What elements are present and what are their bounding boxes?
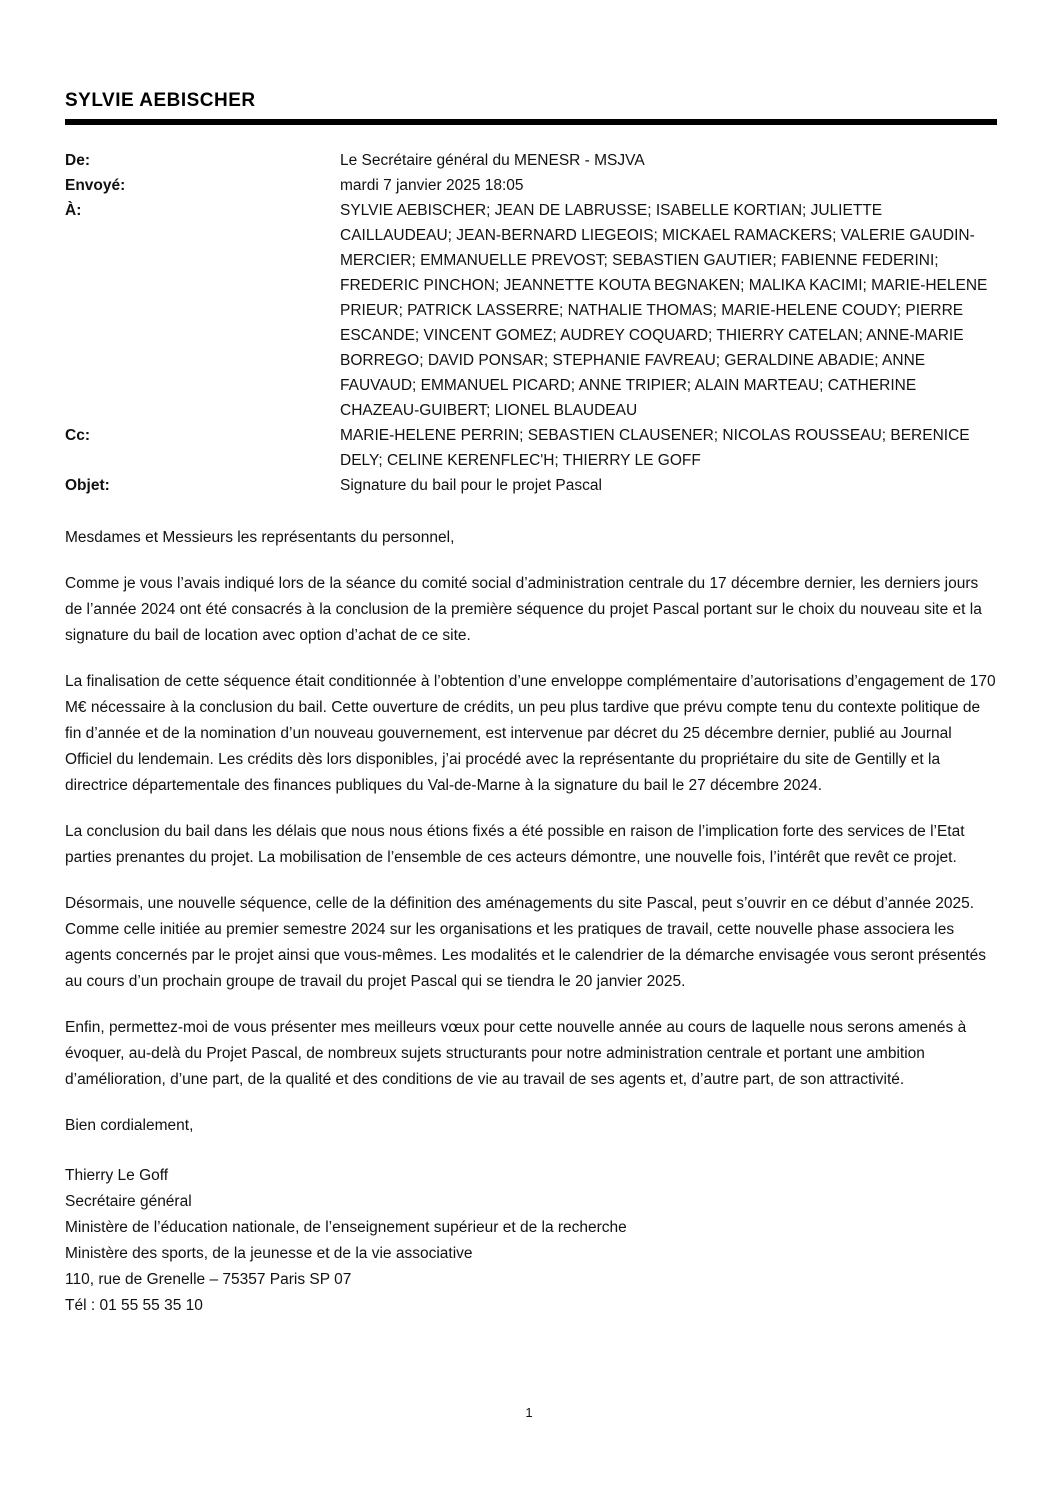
signature-ministry-education: Ministère de l’éducation nationale, de l’enseignement supérieur et de la recherche [65, 1219, 627, 1236]
cc-label: Cc: [65, 427, 90, 444]
subject-value: Signature du bail pour le projet Pascal [340, 477, 602, 494]
header-field-cc [65, 423, 997, 473]
body-paragraph-4: Désormais, une nouvelle séquence, celle de la définition des aménagements du site Pascal, peut s’ouvrir en ce début d’année 2025. Comme celle initiée au premier semestre 2024 sur les organisations et les pratiques de travail, cette nouvelle phase associera les agents concernés par le projet ainsi que vous-mêmes. Les modalités et le calendrier de la démarche envisagée vous seront présentés au cours d’un prochain groupe de travail du projet Pascal qui se tiendra le 20 janvier 2025. [65, 895, 987, 990]
page-title: SYLVIE AEBISCHER [65, 90, 256, 111]
email-header-block [65, 148, 997, 498]
signature-address: 110, rue de Grenelle – 75357 Paris SP 07 [65, 1271, 352, 1288]
signature-ministry-sports: Ministère des sports, de la jeunesse et de la vie associative [65, 1245, 473, 1262]
email-body [65, 525, 997, 1139]
header-field-subject [65, 473, 997, 498]
signature-role: Secrétaire général [65, 1193, 192, 1210]
body-paragraph-2: La finalisation de cette séquence était conditionnée à l’obtention d’une enveloppe complémentaire d’autorisations d’engagement de 170 M€ nécessaire à la conclusion du bail. Cette ouverture de crédits, un peu plus tardive que prévu compte tenu du contexte politique de fin d’année et de la nomination d’un nouveau gouvernement, est intervenue par décret du 25 décembre dernier, publié au Journal Officiel du lendemain. Les crédits dès lors disponibles, j’ai procédé avec la représentante du propriétaire du site de Gentilly et la directrice départementale des finances publiques du Val-de-Marne à la signature du bail le 27 décembre 2024. [65, 673, 996, 794]
to-value: SYLVIE AEBISCHER; JEAN DE LABRUSSE; ISABELLE KORTIAN; JULIETTE CAILLAUDEAU; JEAN-BERNARD LIEGEOIS; MICKAEL RAMACKERS; VALERIE GAUDIN-MERCIER; EMMANUELLE PREVOST; SEBASTIEN GAUTIER; FABIENNE FEDERINI; FREDERIC PINCHON; JEANNETTE KOUTA BEGNAKEN; MALIKA KACIMI; MARIE-HELENE PRIEUR; PATRICK LASSERRE; NATHALIE THOMAS; MARIE-HELENE COUDY; PIERRE ESCANDE; VINCENT GOMEZ; AUDREY COQUARD; THIERRY CATELAN; ANNE-MARIE BORREGO; DAVID PONSAR; STEPHANIE FAVREAU; GERALDINE ABADIE; ANNE FAUVAUD; EMMANUEL PICARD; ANNE TRIPIER; ALAIN MARTEAU; CATHERINE CHAZEAU-GUIBERT; LIONEL BLAUDEAU [340, 202, 988, 419]
signature-name: Thierry Le Goff [65, 1167, 169, 1184]
body-paragraph-greeting: Mesdames et Messieurs les représentants du personnel, [65, 529, 455, 546]
page-number: 1 [525, 1405, 533, 1420]
to-label: À: [65, 202, 82, 219]
signature-phone: Tél : 01 55 55 35 10 [65, 1297, 203, 1314]
cc-value: MARIE-HELENE PERRIN; SEBASTIEN CLAUSENER; NICOLAS ROUSSEAU; BERENICE DELY; CELINE KERENFLEC'H; THIERRY LE GOFF [340, 427, 970, 469]
document-content [65, 90, 997, 1319]
from-label: De: [65, 152, 90, 169]
title-divider [65, 119, 997, 125]
header-field-from [65, 148, 997, 173]
sent-label: Envoyé: [65, 177, 126, 194]
sent-value: mardi 7 janvier 2025 18:05 [340, 177, 524, 194]
body-paragraph-closing: Bien cordialement, [65, 1117, 194, 1134]
header-field-sent [65, 173, 997, 198]
body-paragraph-5: Enfin, permettez-moi de vous présenter mes meilleurs vœux pour cette nouvelle année au cours de laquelle nous serons amenés à évoquer, au-delà du Projet Pascal, de nombreux sujets structurants pour notre administration centrale et portant une ambition d’amélioration, d’une part, de la qualité et des conditions de vie au travail de ses agents et, d’autre part, de son attractivité. [65, 1019, 967, 1088]
header-field-to [65, 198, 997, 423]
signature-block [65, 1163, 997, 1319]
body-paragraph-3: La conclusion du bail dans les délais que nous nous étions fixés a été possible en raison de l’implication forte des services de l’Etat parties prenantes du projet. La mobilisation de l’ensemble de ces acteurs démontre, une nouvelle fois, l’intérêt que revêt ce projet. [65, 823, 965, 866]
subject-label: Objet: [65, 477, 110, 494]
body-paragraph-1: Comme je vous l’avais indiqué lors de la séance du comité social d’administration centrale du 17 décembre dernier, les derniers jours de l’année 2024 ont été consacrés à la conclusion de la première séquence du projet Pascal portant sur le choix du nouveau site et la signature du bail de location avec option d’achat de ce site. [65, 575, 982, 644]
from-value: Le Secrétaire général du MENESR - MSJVA [340, 152, 645, 169]
